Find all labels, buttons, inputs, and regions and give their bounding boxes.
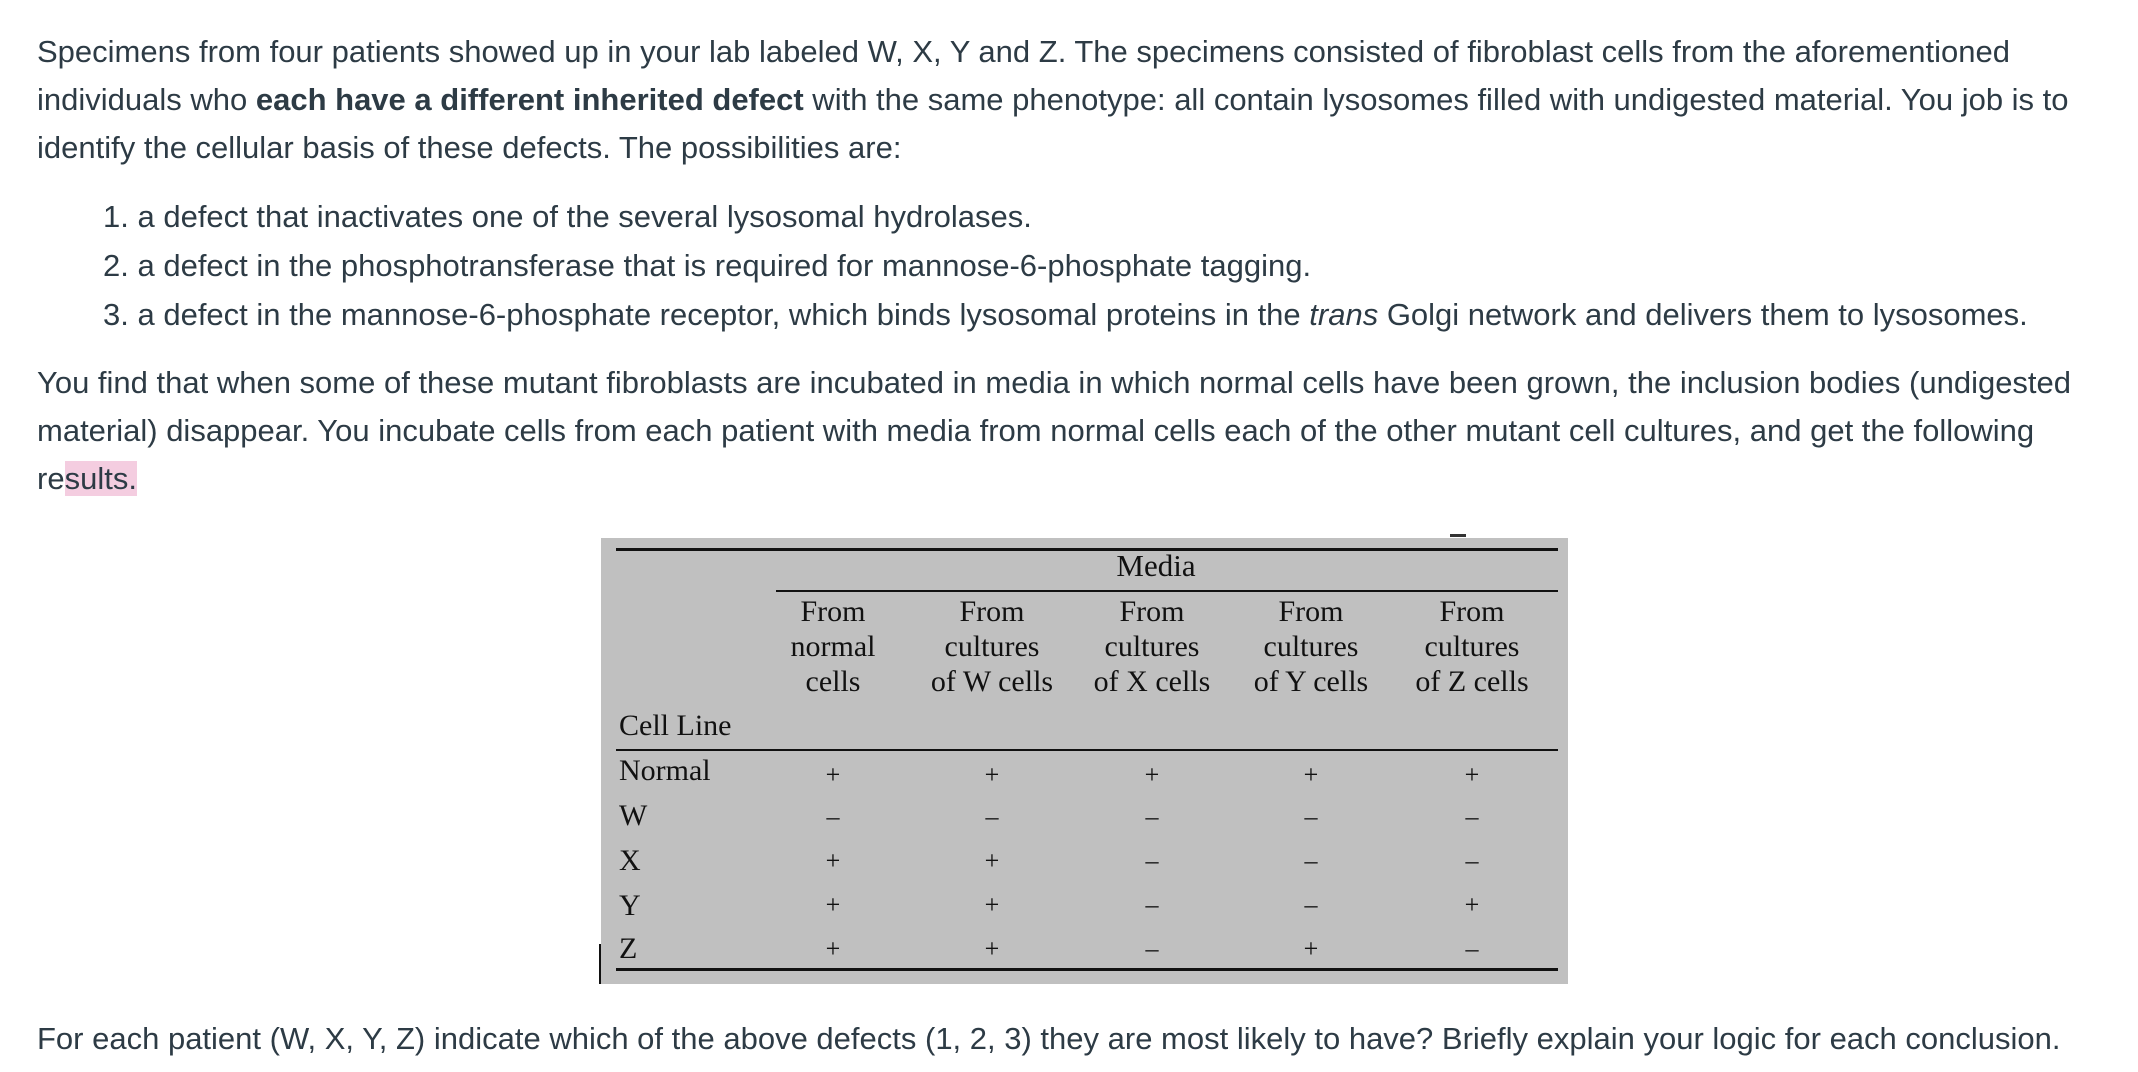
row-label-w: W (619, 799, 648, 832)
table-cell: – (1145, 890, 1159, 919)
table-cell: + (1303, 760, 1319, 789)
table-cell: + (825, 890, 841, 919)
column-header-normal: From normal cells (790, 595, 876, 698)
table-cell: + (825, 846, 841, 875)
list-item: 3. a defect in the mannose-6-phosphate receptor, which binds lysosomal proteins in the trans Golgi network and delivers them to lysosomes. (103, 297, 2028, 332)
table-cell: – (1145, 934, 1159, 963)
table-cell: + (825, 760, 841, 789)
table-cell: – (1304, 890, 1318, 919)
table-cell: + (984, 934, 1000, 963)
bottom-rule (616, 968, 1558, 971)
table-cell: + (1464, 760, 1480, 789)
table-cell: – (1465, 802, 1479, 831)
column-header-y: From cultures of Y cells (1253, 595, 1369, 698)
highlighted-text: sults. (64, 461, 137, 496)
results-table-image (601, 538, 1568, 984)
experiment-paragraph: You find that when some of these mutant fibroblasts are incubated in media in which normal cells have been grown, the inclusion bodies (undigested material) disappear. You incubate cells from each patient with media from normal cells each of the other mutant cell cultures, and get the following results. (37, 365, 2072, 496)
possibilities-list (37, 192, 2117, 339)
question-prompt: For each patient (W, X, Y, Z) indicate which of the above defects (1, 2, 3) they are most likely to have? Briefly explain your logic for each conclusion. (37, 1021, 2061, 1056)
table-cell: – (1465, 846, 1479, 875)
intro-text: Specimens from four patients showed up in your lab labeled W, X, Y and Z. The specimens consisted of fibroblast cells from the aforementioned individuals who (37, 34, 2010, 117)
media-header: Media (1116, 548, 1196, 583)
question-body (37, 28, 2117, 503)
tick-mark (1450, 534, 1466, 537)
header-rule (616, 749, 1558, 751)
table-cell: + (984, 846, 1000, 875)
table-cell: – (1465, 934, 1479, 963)
intro-paragraph (37, 28, 2117, 172)
table-cell: + (984, 890, 1000, 919)
table-cell: + (1303, 934, 1319, 963)
top-rule (616, 548, 1558, 551)
row-label-normal: Normal (619, 754, 711, 787)
column-header-w: From cultures of W cells (930, 595, 1054, 698)
list-item: 2. a defect in the phosphotransferase that is required for mannose-6-phosphate tagging. (103, 248, 1312, 283)
row-label-z: Z (619, 932, 638, 965)
table-cell: – (985, 802, 999, 831)
table-cell: + (1144, 760, 1160, 789)
list-item: 1. a defect that inactivates one of the several lysosomal hydrolases. (103, 199, 1032, 234)
intro-text-end: with the same phenotype: all contain lysosomes filled with undigested material. You job is to identify the cellular basis of these defects. The possibilities are: (37, 82, 2069, 165)
table-cell: – (1145, 802, 1159, 831)
column-header-z: From cultures of Z cells (1415, 595, 1529, 698)
table-cell: – (1145, 846, 1159, 875)
table-cell: + (1464, 890, 1480, 919)
table-cell: + (984, 760, 1000, 789)
intro-bold-text: each have a different inherited defect (255, 82, 804, 117)
table-cell: – (1304, 846, 1318, 875)
table-cell: + (825, 934, 841, 963)
row-label-x: X (619, 844, 641, 877)
column-header-x: From cultures of X cells (1093, 595, 1211, 698)
media-rule (776, 590, 1558, 592)
table-cell: – (826, 802, 840, 831)
table-cell: – (1304, 802, 1318, 831)
cell-line-header: Cell Line (619, 709, 732, 742)
italic-trans: trans (1309, 297, 1379, 332)
row-label-y: Y (619, 889, 641, 922)
